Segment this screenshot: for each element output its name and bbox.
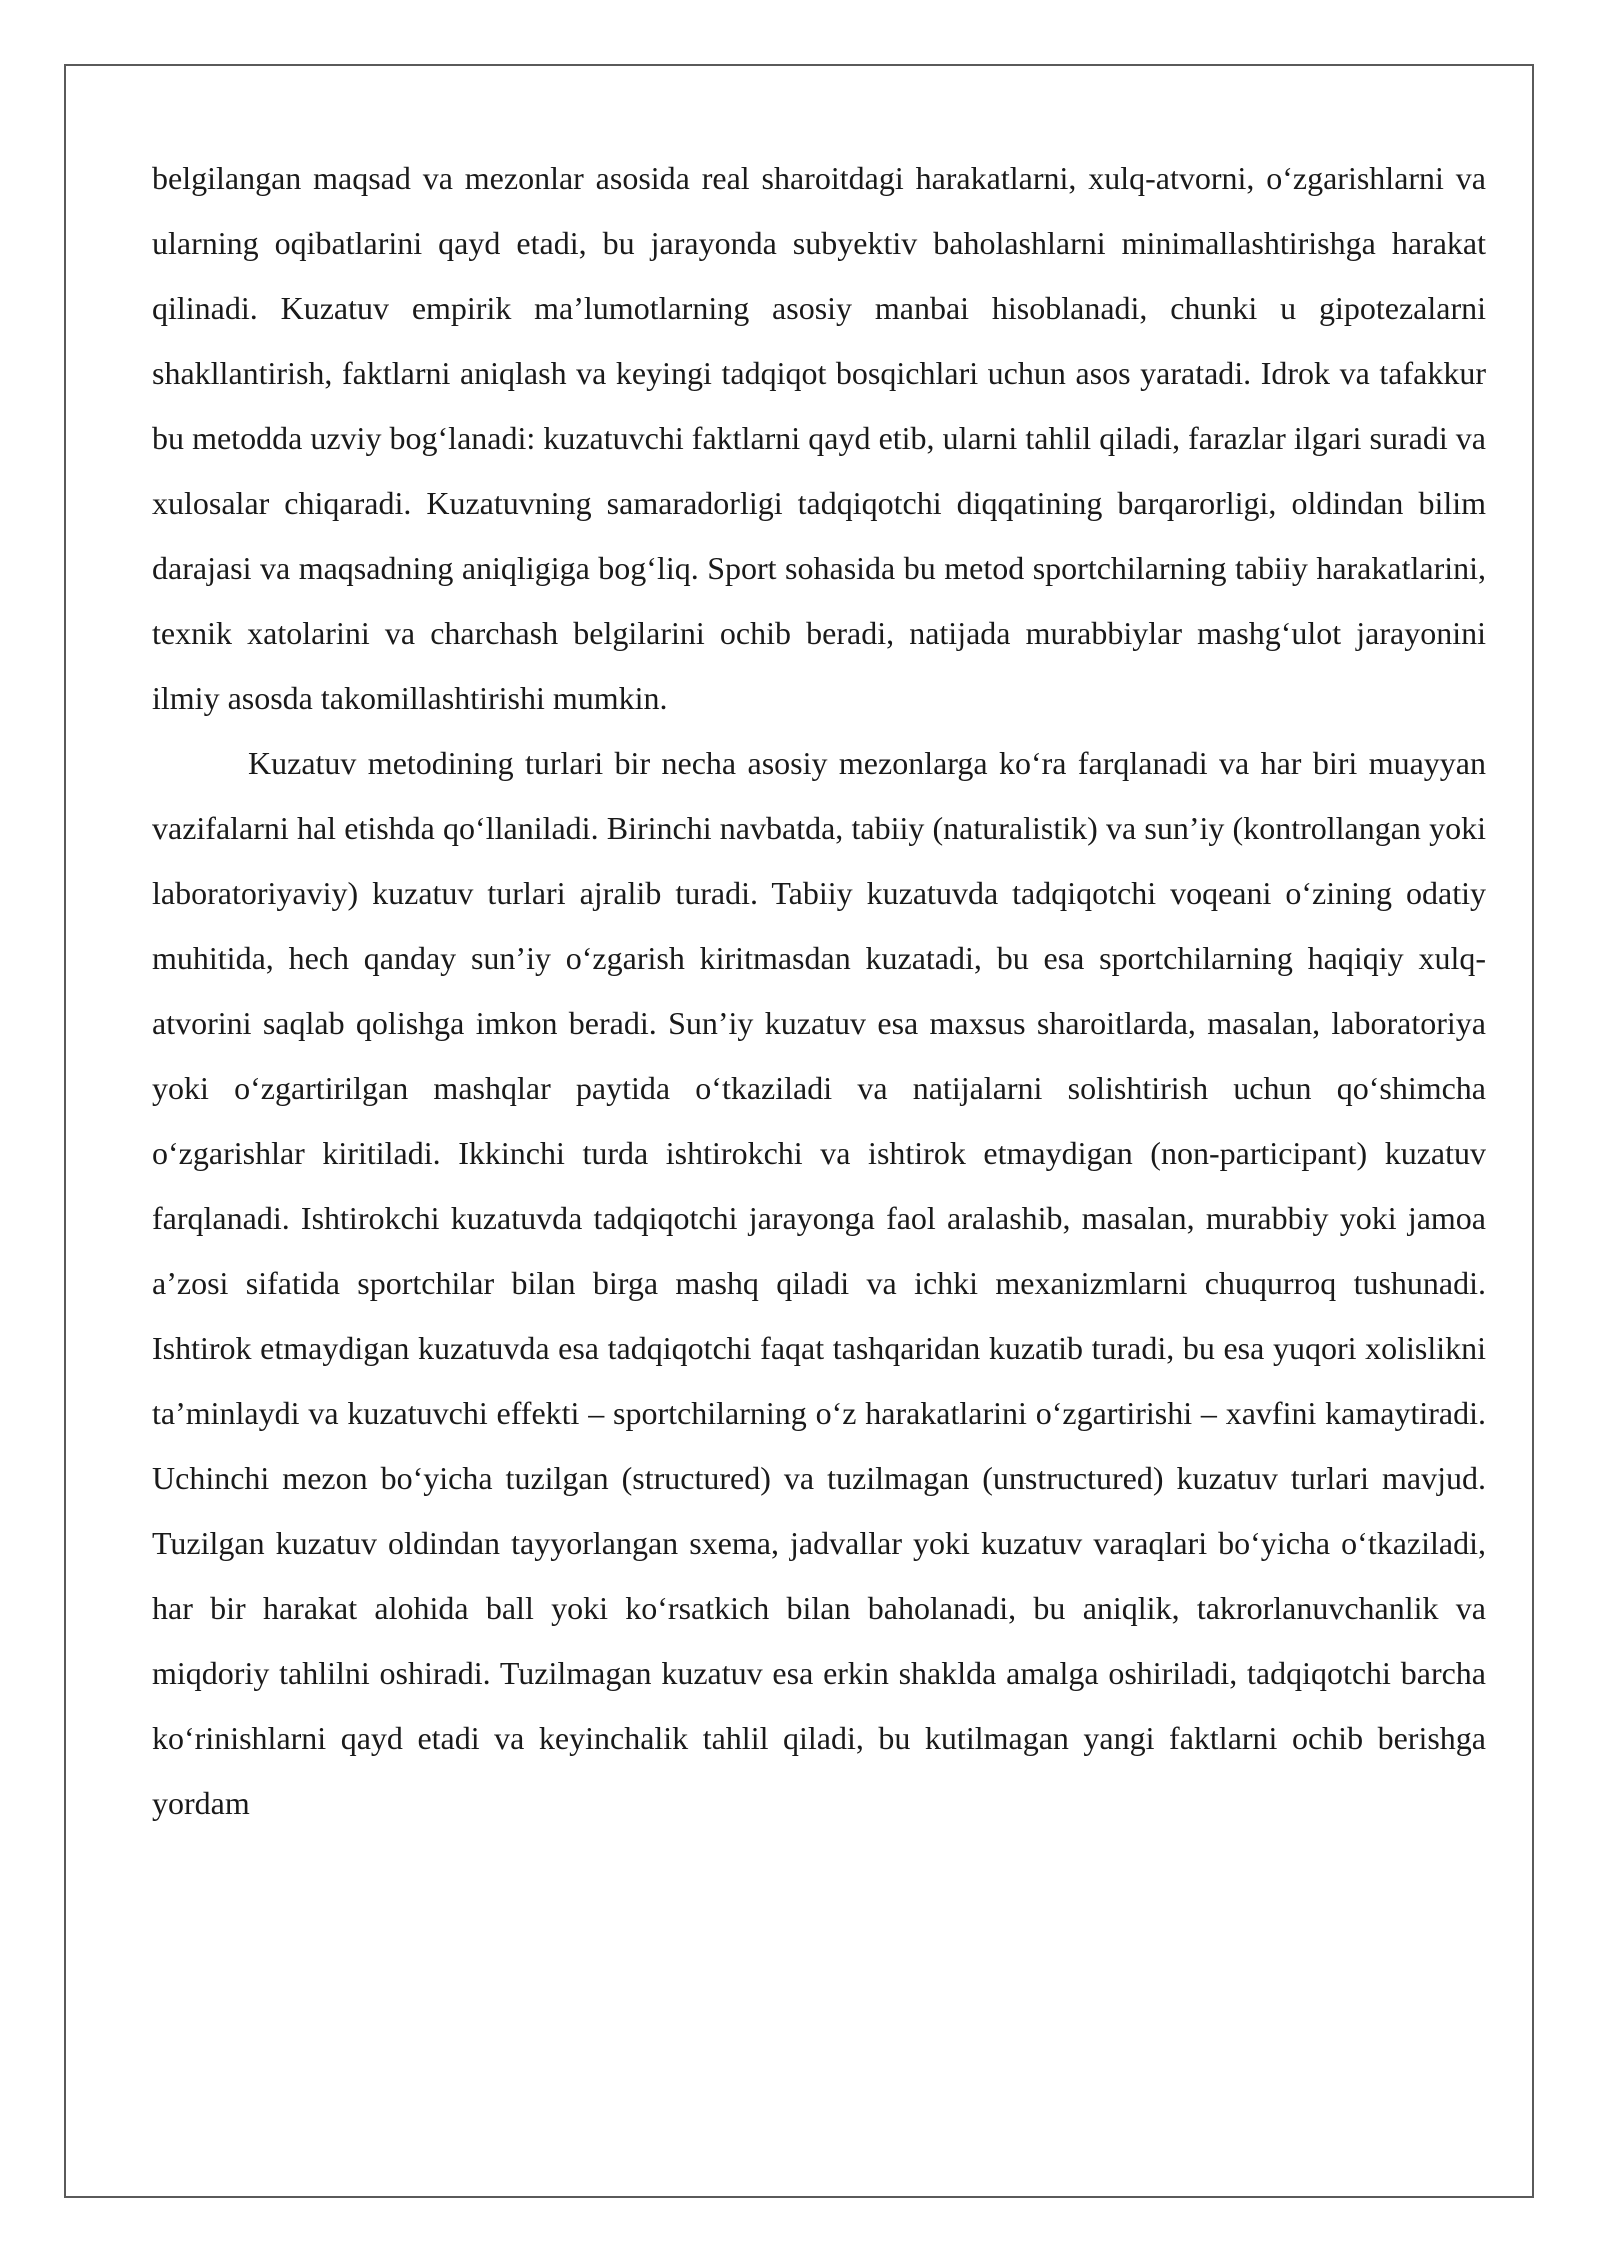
- paragraph-continuation: belgilangan maqsad va mezonlar asosida real sharoitdagi harakatlarni, xulq-atvorni, o‘zgarishlarni va ularning oqibatlarini qayd etadi, bu jarayonda subyektiv baholashlarni minimallashtirishga harakat qilinadi. Kuzatuv empirik ma’lumotlarning asosiy manbai hisoblanadi, chunki u gipotezalarni shakllantirish, faktlarni aniqlash va keyingi tadqiqot bosqichlari uchun asos yaratadi. Idrok va tafakkur bu metodda uzviy bog‘lanadi: kuzatuvchi faktlarni qayd etib, ularni tahlil qiladi, farazlar ilgari suradi va xulosalar chiqaradi. Kuzatuvning samaradorligi tadqiqotchi diqqatining barqarorligi, oldindan bilim darajasi va maqsadning aniqligiga bog‘liq. Sport sohasida bu metod sportchilarning tabiiy harakatlarini, texnik xatolarini va charchash belgilarini ochib beradi, natijada murabbiylar mashg‘ulot jarayonini ilmiy asosda takomillashtirishi mumkin.: [152, 160, 1486, 716]
- document-body: [152, 146, 1486, 1836]
- paragraph-observation-types: Kuzatuv metodining turlari bir necha asosiy mezonlarga ko‘ra farqlanadi va har biri muayyan vazifalarni hal etishda qo‘llaniladi. Birinchi navbatda, tabiiy (naturalistik) va sun’iy (kontrollangan yoki laboratoriyaviy) kuzatuv turlari ajralib turadi. Tabiiy kuzatuvda tadqiqotchi voqeani o‘zining odatiy muhitida, hech qanday sun’iy o‘zgarish kiritmasdan kuzatadi, bu esa sportchilarning haqiqiy xulq-atvorini saqlab qolishga imkon beradi. Sun’iy kuzatuv esa maxsus sharoitlarda, masalan, laboratoriya yoki o‘zgartirilgan mashqlar paytida o‘tkaziladi va natijalarni solishtirish uchun qo‘shimcha o‘zgarishlar kiritiladi. Ikkinchi turda ishtirokchi va ishtirok etmaydigan (non-participant) kuzatuv farqlanadi. Ishtirokchi kuzatuvda tadqiqotchi jarayonga faol aralashib, masalan, murabbiy yoki jamoa a’zosi sifatida sportchilar bilan birga mashq qiladi va ichki mexanizmlarni chuqurroq tushunadi. Ishtirok etmaydigan kuzatuvda esa tadqiqotchi faqat tashqaridan kuzatib turadi, bu esa yuqori xolislikni ta’minlaydi va kuzatuvchi effekti – sportchilarning o‘z harakatlarini o‘zgartirishi – xavfini kamaytiradi. Uchinchi mezon bo‘yicha tuzilgan (structured) va tuzilmagan (unstructured) kuzatuv turlari mavjud. Tuzilgan kuzatuv oldindan tayyorlangan sxema, jadvallar yoki kuzatuv varaqlari bo‘yicha o‘tkaziladi, har bir harakat alohida ball yoki ko‘rsatkich bilan baholanadi, bu aniqlik, takrorlanuvchanlik va miqdoriy tahlilni oshiradi. Tuzilmagan kuzatuv esa erkin shaklda amalga oshiriladi, tadqiqotchi barcha ko‘rinishlarni qayd etadi va keyinchalik tahlil qiladi, bu kutilmagan yangi faktlarni ochib berishga yordam: [152, 745, 1486, 1821]
